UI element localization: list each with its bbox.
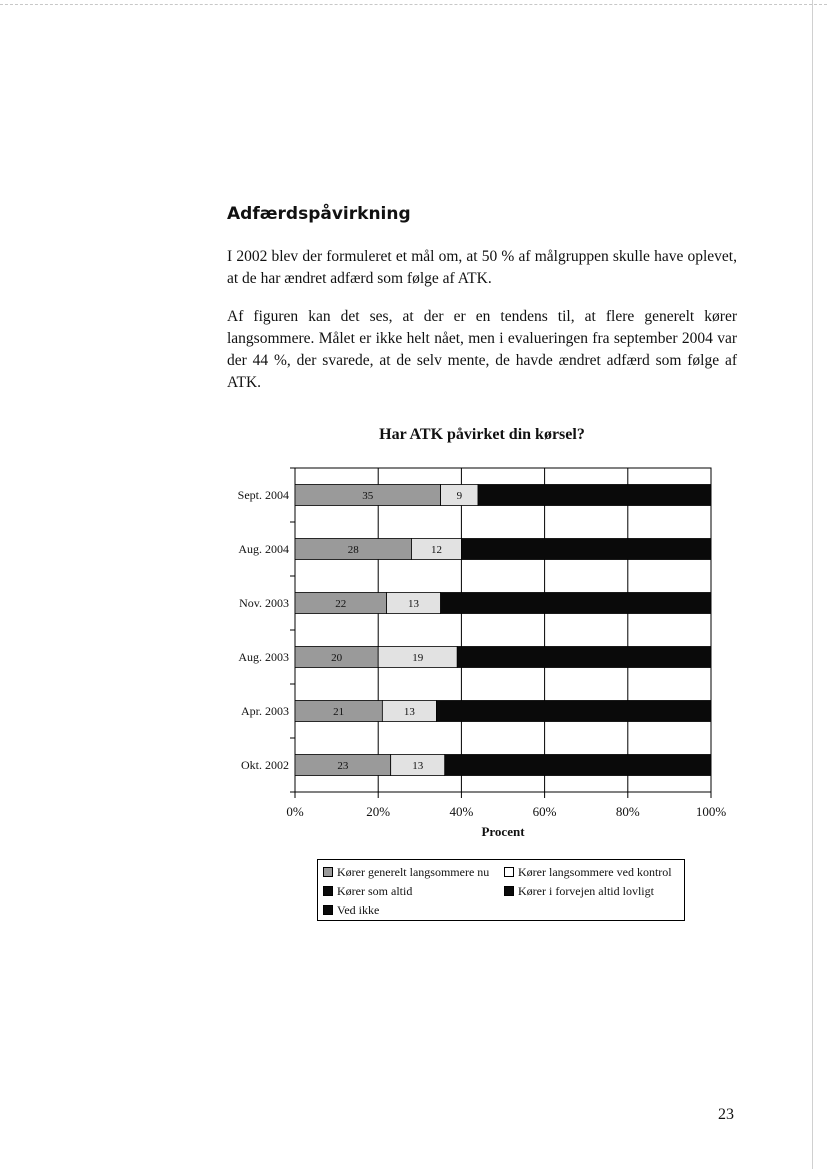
data-label: 22 <box>335 598 347 610</box>
data-label: 19 <box>412 652 424 664</box>
legend-item-som-altid <box>323 884 412 899</box>
chart-title: Har ATK påvirket din kørsel? <box>379 426 585 443</box>
data-label: 23 <box>337 760 349 772</box>
category-label: Aug. 2004 <box>238 542 289 556</box>
category-label: Okt. 2002 <box>241 758 289 772</box>
x-tick-label: 100% <box>695 804 727 819</box>
legend-label: Kører generelt langsommere nu <box>337 865 490 879</box>
paragraph-1: I 2002 blev der formuleret et mål om, at 50 % af målgruppen skulle have oplevet, at de har ændret adfærd som følge af ATK. <box>227 248 737 287</box>
page-number: 23 <box>718 1106 734 1123</box>
legend-item-ved-kontrol <box>504 865 672 880</box>
data-label: 12 <box>430 544 442 556</box>
bar-segment <box>457 647 711 668</box>
legend-swatch <box>323 905 333 915</box>
bar-segment <box>461 539 711 560</box>
bar-segment <box>436 701 711 722</box>
legend-label: Kører i forvejen altid lovligt <box>518 884 654 898</box>
legend-swatch <box>323 886 333 896</box>
legend-swatch <box>323 867 333 877</box>
data-label: 9 <box>456 490 463 502</box>
bar-segment <box>445 755 711 776</box>
data-label: 13 <box>408 598 420 610</box>
chart-legend <box>317 859 685 921</box>
paragraph-2: Af figuren kan det ses, at der er en tendens til, at flere generelt kører langsommere. Målet er ikke helt nået, men i evalueringen fra september 2004 var der 44 %, der svarede, at de selv mente, de havde ændret adfærd som følge af ATK. <box>227 308 737 391</box>
data-label: 28 <box>347 544 359 556</box>
data-label: 20 <box>331 652 343 664</box>
category-label: Apr. 2003 <box>241 704 289 718</box>
bar-segment <box>441 593 711 614</box>
x-tick-label: 60% <box>532 804 557 819</box>
legend-item-langsommere-nu <box>323 865 489 880</box>
legend-item-ved-ikke <box>323 903 379 918</box>
x-axis-title: Procent <box>481 824 525 839</box>
section-heading: Adfærdspåvirkning <box>227 204 411 224</box>
legend-label: Ved ikke <box>337 903 380 917</box>
x-tick-label: 20% <box>366 804 391 819</box>
x-tick-label: 80% <box>615 804 640 819</box>
legend-swatch <box>504 867 514 877</box>
data-label: 13 <box>412 760 424 772</box>
legend-label: Kører som altid <box>337 884 413 898</box>
legend-item-altid-lovligt <box>504 884 654 899</box>
legend-swatch <box>504 886 514 896</box>
data-label: 21 <box>333 706 345 718</box>
bar-segment <box>478 485 711 506</box>
data-label: 13 <box>403 706 415 718</box>
data-label: 35 <box>362 490 374 502</box>
x-tick-label: 40% <box>449 804 474 819</box>
plot-area <box>295 468 711 792</box>
x-tick-label: 0% <box>286 804 304 819</box>
category-label: Aug. 2003 <box>238 650 289 664</box>
legend-label: Kører langsommere ved kontrol <box>518 865 672 879</box>
category-label: Nov. 2003 <box>239 596 289 610</box>
category-label: Sept. 2004 <box>237 488 289 502</box>
